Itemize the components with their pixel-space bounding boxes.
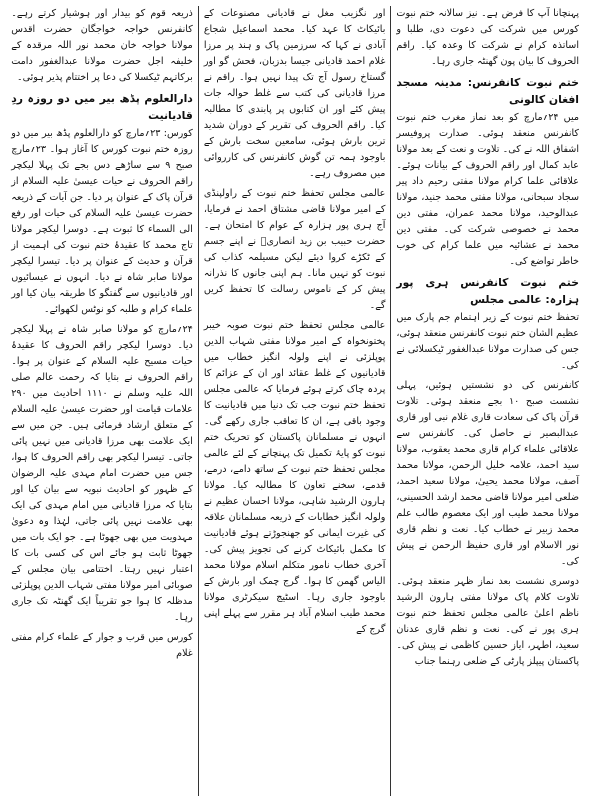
column-right — [391, 6, 584, 796]
paragraph: عالمی مجلس تحفظ ختم نبوت صوبہ خیبر پختونخواہ کے امیر مولانا مفتی شہاب الدین پوپلزئی نے اپنے ولولہ انگیز خطاب میں قادیانیوں کے غلط عقائد اور ان کے عزائم کا پردہ چاک کرتے ہوئے فرمایا کہ عالمی مجلس تحفظ ختم نبوت جب تک دنیا میں قادیانیت کا وجود باقی ہے، ان کا تعاقب جاری رکھے گی۔ انہوں نے مسلمانان پاکستان کو تحریک ختم نبوت کو پایۂ تکمیل تک پہنچانے کے لئے عالمی مجلس تحفظ ختم نبوت کے ساتھ دامے، درمے، قدمے، سخنے تعاون کا مطالبہ کیا۔ مولانا ہارون الرشید شاہی، مولانا احسان عظیم نے ولولہ انگیز خطابات کے ذریعہ مسلمانان علاقہ کی غیرت ایمانی کو جھنجوڑتے ہوئے قادیانیت کا مکمل بائیکاٹ کرنے کی تجویز پیش کی۔ آخری خطاب نامور متکلم اسلام مولانا محمد الیاس گھمن کا ہوا۔ گرج چمک اور بارش کے باوجود جاری رہا۔ اسٹیج سیکرٹری مولانا محمد طیب اسلام آباد ہر مقرر سے پہلے اپنی گرج کے — [203, 320, 386, 635]
paragraph: دوسری نشست بعد نماز ظہر منعقد ہوئی۔ تلاوت کلام پاک مولانا مفتی ہارون الرشید ناظم اعلیٰ عالمی مجلس تحفظ ختم نبوت ہری پور نے کی۔ نعت و نظم قاری عدنان سعید، اطہر، ایاز حسین کاظمی نے پیش کی۔ پاکستان پیپلز پارٹی کے ضلعی رہنما جناب — [396, 576, 579, 667]
paragraph: کورس میں قرب و جوار کے علماء کرام مفتی غلام — [11, 632, 193, 659]
paragraph: تحفظ ختم نبوت کے زیر اہتمام جم پارک میں عظیم الشان ختم نبوت کانفرنس منعقد ہوئی، جس کی صدارت مولانا عبدالغفور ٹیکسلائی نے کی۔ — [396, 312, 579, 371]
paragraph: عالمی مجلس تحفظ ختم نبوت کے راولپنڈی کے امیر مولانا قاضی مشتاق احمد نے فرمایا، آج ہری پور ہزارہ کے عوام کا امتحان ہے۔ حضرت حبیب بن زید انصاریؓ نے اپنے جسم کے ٹکڑے کروا دیئے لیکن مسیلمہ کذاب کی نبوت کو نہیں مانا۔ ہم اپنی جانوں کا نذرانہ پیش کر کے ناموس رسالت کا تحفظ کریں گے۔ — [203, 188, 386, 311]
column-left — [6, 6, 199, 796]
section-heading: ختم نبوت کانفرنس ہری پور ہزارہ: عالمی مجلس — [396, 276, 579, 306]
paragraph: کورس: ۲۳؍مارچ کو دارالعلوم پڈھ بیر میں دو روزہ ختم نبوت کورس کا آغاز ہوا۔ ۲۳؍مارچ صبح ۹ سے ساڑھے دس بجے تک پہلا لیکچر راقم الحروف نے حیات عیسیٰ علیہ السلام از قرآن پاک کے عنوان پر دیا۔ جن آیات کے ذریعہ حضرت عیسیٰ علیہ السلام کی حیات اور رفع الی السماء کا ثبوت ہے۔ دوسرا لیکچر مولانا تاج محمد کا عقیدۂ ختم نبوت کی اہمیت از قرآن و حدیث کے عنوان پر دیا۔ تیسرا لیکچر مولانا صابر شاہ نے دیا۔ انہوں نے عیسائیوں اور قادیانیوں سے گفتگو کا طریقہ بیان کیا اور علماء کرام و طلبہ کو نوٹس لکھوائے۔ — [11, 128, 193, 315]
paragraph: اور نگزیب مغل نے قادیانی مصنوعات کے بائیکاٹ کا عہد کیا۔ محمد اسماعیل شجاع آبادی نے کہا کہ سرزمین پاک و ہند پر مرزا غلام احمد قادیانی جیسا بدزبان، فحش گو اور گستاخ رسول آج تک پیدا نہیں ہوا۔ راقم نے مرزا قادیانی کی کتب سے غلط حوالہ جات پیش کئے اور ان کتابوں پر پابندی کا مطالبہ کیا۔ راقم الحروف کی تقریر کے دوران شدید ترین بارش ہوئی، سامعین سخت بارش کے باوجود ہمہ تن گوش کانفرنس کی کارروائی میں مصروف رہے۔ — [203, 8, 386, 179]
paragraph: ۲۴؍مارچ کو مولانا صابر شاہ نے پہلا لیکچر دیا۔ دوسرا لیکچر راقم الحروف کا عقیدۂ حیات مسیح علیہ السلام کے عنوان پر ہوا۔ راقم الحروف نے بتایا کہ رحمت عالم صلی اللہ علیہ وسلم نے ۱۱۱۰ احادیث میں ۲۹۰ علامات قیامت اور حضرت عیسیٰ علیہ السلام کے متعلق ارشاد فرمائی ہیں۔ جن میں سے ایک علامت بھی مرزا قادیانی میں نہیں پائی جاتی۔ تیسرا لیکچر بھی راقم الحروف کا ہوا، جس میں حضرت امام مہدی علیہ الرضوان کے ظہور کو احادیث نبویہ سے بیان کیا اور بتایا کہ مرزا قادیانی میں امام مہدی کی ایک بھی علامت نہیں پائی جاتی، لہٰذا وہ دعویٰ مہدویت میں بھی جھوٹا ہے۔ جو ایک بات میں جھوٹا ثابت ہو جائے اس کی کسی بات کا اعتبار نہیں رہتا۔ اختتامی بیان مجلس کے صوبائی امیر مولانا مفتی شہاب الدین پوپلزئی مدظلہ کا ہوا جو تقریباً ایک گھنٹہ تک جاری رہا۔ — [11, 324, 193, 623]
paragraph: کانفرنس کی دو نشستیں ہوئیں، پہلی نشست صبح ۱۰ بجے منعقد ہوئی۔ تلاوت قرآن پاک کی سعادت قاری غلام نبی اور قاری عبدالبصیر نے حاصل کی۔ کانفرنس سے علاقائی علماء کرام قاری محمد یعقوب، مولانا سید احمد، علامہ خلیل الرحمن، مولانا محمد آصف، مولانا محمد یحییٰ، مولانا سعید احمد، ضلعی امیر مولانا قاضی محمد ارشد الحسینی، مولانا محمد طیب اور ایک معصوم طالب علم محمد زبیر نے خطاب کیا۔ نعت و نظم قاری نور الاسلام اور قاری حفیظ الرحمن نے پیش کی۔ — [396, 380, 579, 567]
paragraph: پہنچانا آپ کا فرض ہے۔ نیز سالانہ ختم نبوت کورس میں شرکت کی دعوت دی، طلبا و اساتذہ کرام نے شرکت کا وعدہ کیا۔ راقم الحروف کا بیان پون گھنٹہ جاری رہا۔ — [396, 8, 579, 67]
column-middle — [199, 6, 392, 796]
paragraph: میں ۲۴؍مارچ کو بعد نماز مغرب ختم نبوت کانفرنس منعقد ہوئی۔ صدارت پروفیسر اشفاق اللہ نے کی۔ تلاوت و نعت کے بعد مولانا عابد کمال اور راقم الحروف کے بیانات ہوئے۔ علاقائی علما کرام مولانا مفتی رحیم داد پیر سجاد سبحانی، مولانا مفتی محمد جنید، مولانا عبدالوحید، مولانا محمد عمران، مفتی دین محمد نے خصوصی شرکت کی۔ مفتی دین محمد نے عشائیہ میں علما کرام کی خوب خاطر تواضع کی۔ — [396, 112, 580, 267]
paragraph: ذریعہ قوم کو بیدار اور ہوشیار کرتے رہے۔ کانفرنس خواجہ خواجگان حضرت اقدس مولانا خواجہ خان محمد نور اللہ مرقدہ کے خلیفہ اجل حضرت مولانا عبدالغفور دامت برکاتہم ٹیکسلا کی دعا پر اختتام پذیر ہوئی۔ — [11, 8, 193, 83]
section-heading: ختم نبوت کانفرنس: مدینہ مسجد افغان کالونی — [396, 76, 579, 106]
section-heading: دارالعلوم پڈھ بیر میں دو روزہ ردِ قادیانیت — [11, 92, 193, 122]
